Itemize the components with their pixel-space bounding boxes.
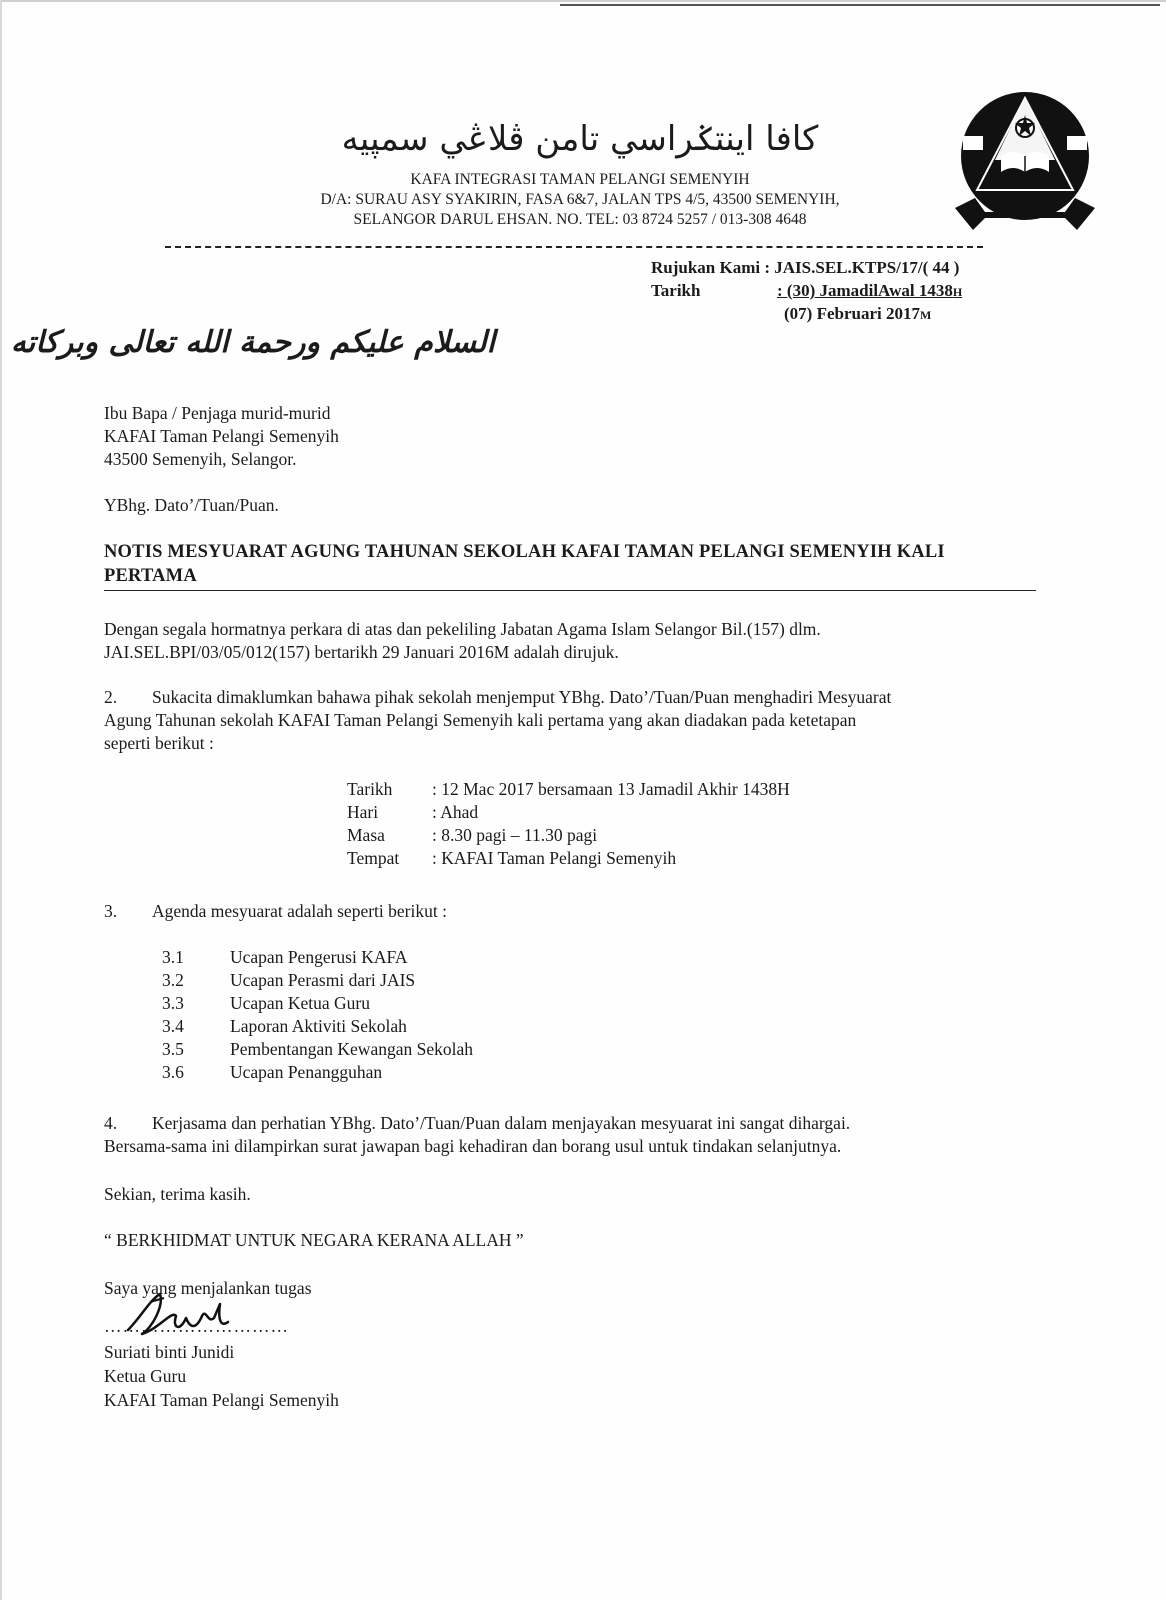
signature-intro: Saya yang menjalankan tugas (104, 1278, 312, 1298)
scan-edge-top (0, 0, 1166, 2)
letterhead-name: KAFA INTEGRASI TAMAN PELANGI SEMENYIH (410, 171, 750, 188)
closing: Sekian, terima kasih. (104, 1184, 251, 1204)
notice-title (104, 540, 1034, 588)
paragraph-2-line-3: seperti berikut : (104, 733, 214, 753)
agenda-text: Pembentangan Kewangan Sekolah (230, 1039, 473, 1059)
paragraph-3 (104, 900, 1034, 923)
hijri-date: : (30) JamadilAwal 1438H (777, 281, 963, 300)
gregorian-suffix: M (919, 308, 932, 322)
motto: “ BERKHIDMAT UNTUK NEGARA KERANA ALLAH ” (104, 1230, 524, 1250)
paragraph-3-line (104, 900, 1034, 923)
signature-block (104, 1278, 504, 1428)
signature-position: Ketua Guru (104, 1366, 187, 1386)
paragraph-1-line-1: Dengan segala hormatnya perkara di atas dan pekeliling Jabatan Agama Islam Selangor Bil.(157) dlm. (104, 619, 821, 639)
letterhead (180, 170, 980, 230)
greeting-jawi: السلام عليكم ورحمة الله تعالى وبركاته (10, 325, 495, 360)
signature-name: Suriati binti Junidi (104, 1342, 235, 1362)
school-logo-icon (955, 90, 1095, 238)
agenda-text: Ucapan Ketua Guru (230, 993, 370, 1013)
meeting-value: : Ahad (432, 802, 479, 822)
signature-school: KAFAI Taman Pelangi Semenyih (104, 1390, 339, 1410)
hijri-suffix: H (952, 285, 963, 299)
paragraph-2-text-1: Sukacita dimaklumkan bahawa pihak sekolah menjemput YBhg. Dato’/Tuan/Puan menghadiri Mesyuarat (152, 687, 892, 707)
paragraph-1-line-2: JAI.SEL.BPI/03/05/012(157) bertarikh 29 Januari 2016M adalah dirujuk. (104, 642, 619, 662)
paragraph-2-line-2: Agung Tahunan sekolah KAFAI Taman Pelangi Semenyih kali pertama yang akan diadakan pada ketetapan (104, 710, 857, 730)
meeting-row (347, 847, 677, 870)
paragraph-2 (104, 686, 1034, 755)
paragraph-2-line-1 (104, 686, 1034, 709)
list-item (162, 992, 370, 1015)
reference-value: JAIS.SEL.KTPS/17/( 44 ) (774, 258, 960, 277)
agenda-number: 3.5 (162, 1039, 184, 1059)
agenda-text: Ucapan Perasmi dari JAIS (230, 970, 416, 990)
recipient-line-3: 43500 Semenyih, Selangor. (104, 449, 297, 469)
meeting-label: Tarikh (347, 779, 393, 799)
notice-title-line-2: PERTAMA (104, 566, 197, 586)
gregorian-text: Februari 2017 (816, 304, 920, 323)
agenda-text: Laporan Aktiviti Sekolah (230, 1016, 407, 1036)
list-item (162, 1015, 407, 1038)
agenda-text: Ucapan Pengerusi KAFA (230, 947, 408, 967)
title-underline (104, 590, 1036, 591)
gregorian-date-row (651, 302, 959, 325)
agenda-number: 3.3 (162, 993, 184, 1013)
paragraph-4-line-1 (104, 1112, 1034, 1135)
list-item (162, 1061, 383, 1084)
agenda-number: 3.1 (162, 947, 184, 967)
paragraph-3-text: Agenda mesyuarat adalah seperti berikut : (152, 901, 447, 921)
reference-label: Rujukan Kami : (651, 258, 771, 277)
notice-title-line-1: NOTIS MESYUARAT AGUNG TAHUNAN SEKOLAH KAFAI TAMAN PELANGI SEMENYIH KALI (104, 542, 945, 562)
meeting-label: Hari (347, 802, 379, 822)
meeting-value: : 12 Mac 2017 bersamaan 13 Jamadil Akhir 1438H (432, 779, 790, 799)
agenda-text: Ucapan Penangguhan (230, 1062, 383, 1082)
agenda-number: 3.2 (162, 970, 184, 990)
recipient-block (104, 402, 1034, 471)
salutation: YBhg. Dato’/Tuan/Puan. (104, 495, 279, 515)
hijri-day: (30) (786, 281, 816, 300)
recipient-line-1: Ibu Bapa / Penjaga murid-murid (104, 403, 331, 423)
paragraph-4 (104, 1112, 1034, 1158)
scan-edge-line (560, 4, 1160, 6)
agenda-number: 3.4 (162, 1016, 184, 1036)
list-item (162, 969, 416, 992)
meeting-row (347, 824, 598, 847)
list-item (162, 946, 408, 969)
paragraph-4-text-1: Kerjasama dan perhatian YBhg. Dato’/Tuan/Puan dalam menjayakan mesyuarat ini sangat dihargai. (152, 1113, 851, 1133)
meeting-row (347, 778, 790, 801)
meeting-value: : KAFAI Taman Pelangi Semenyih (432, 848, 677, 868)
agenda-number: 3.6 (162, 1062, 184, 1082)
hijri-text: JamadilAwal 1438 (819, 281, 953, 300)
reference-block (651, 256, 963, 325)
paragraph-4-number: 4. (104, 1113, 118, 1133)
paragraph-4-line-2: Bersama-sama ini dilampirkan surat jawapan bagi kehadiran dan borang usul untuk tindakan selanjutnya. (104, 1136, 842, 1156)
meeting-row (347, 801, 479, 824)
meeting-value: : 8.30 pagi – 11.30 pagi (432, 825, 598, 845)
letterhead-jawi-name: كافا اينتݢراسي تامن ڤلاڠي سمڽيه (341, 119, 819, 159)
meeting-label: Tempat (347, 848, 400, 868)
scan-edge-left (0, 0, 2, 1600)
reference-row (651, 256, 959, 279)
gregorian-date (784, 302, 931, 327)
recipient-line-2: KAFAI Taman Pelangi Semenyih (104, 426, 339, 446)
hijri-date-row (651, 279, 963, 302)
gregorian-day: (07) (784, 304, 813, 323)
date-label: Tarikh (651, 281, 701, 300)
signature-dots: ………………………… (104, 1316, 289, 1336)
meeting-details (347, 778, 790, 870)
meeting-label: Masa (347, 825, 385, 845)
paragraph-3-number: 3. (104, 901, 118, 921)
list-item (162, 1038, 473, 1061)
letterhead-address-2: SELANGOR DARUL EHSAN. NO. TEL: 03 8724 5257 / 013-308 4648 (353, 211, 807, 228)
letterhead-divider (165, 246, 983, 248)
paragraph-2-number: 2. (104, 687, 118, 707)
paragraph-1 (104, 618, 1034, 664)
letterhead-address-1: D/A: SURAU ASY SYAKIRIN, FASA 6&7, JALAN TPS 4/5, 43500 SEMENYIH, (320, 191, 840, 208)
agenda-list (162, 946, 473, 1084)
